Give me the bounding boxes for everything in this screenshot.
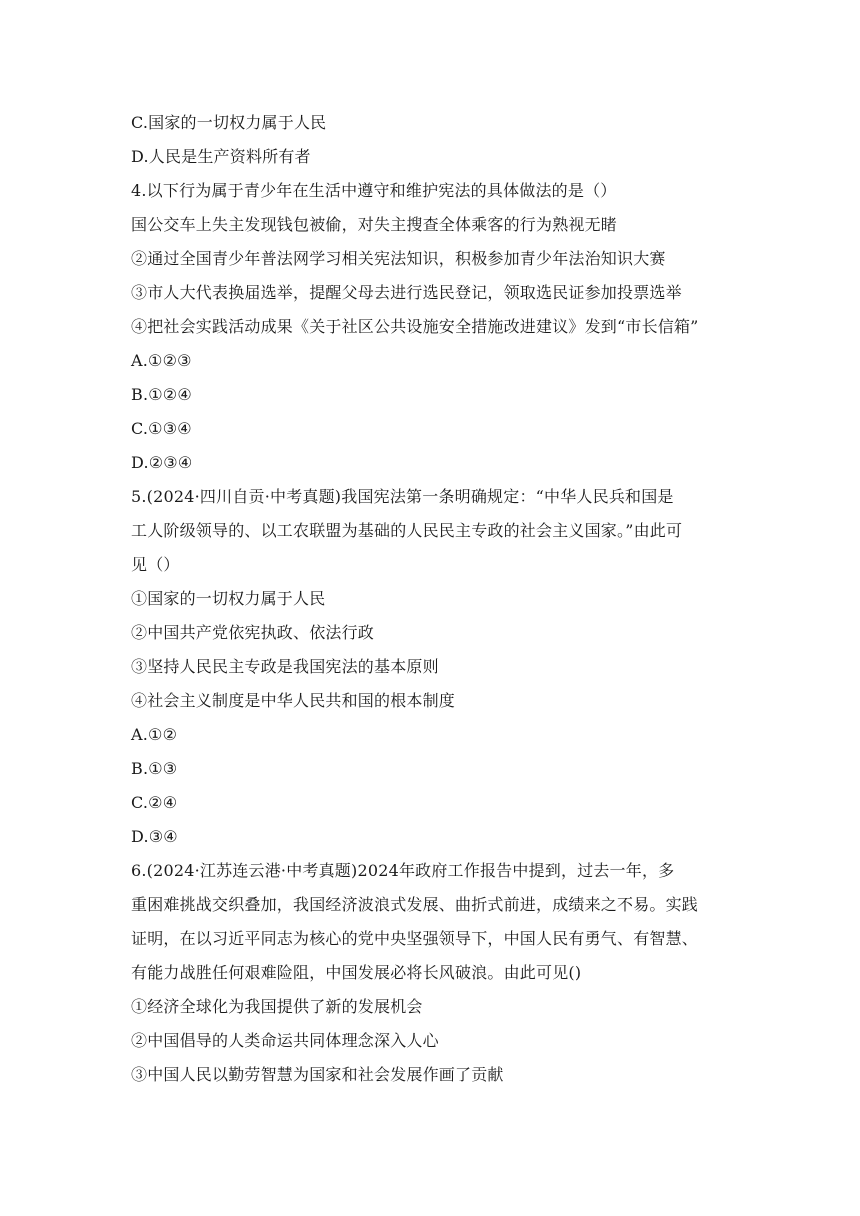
option-line: D.②③④ xyxy=(131,453,193,472)
statement-line: ③市人大代表换届选举，提醒父母去进行选民登记，领取选民证参加投票选举 xyxy=(131,283,682,302)
question-stem: 有能力战胜任何艰难险阻，中国发展必将长风破浪。由此可见() xyxy=(131,963,582,982)
statement-line: ③坚持人民民主专政是我国宪法的基本原则 xyxy=(131,657,439,676)
option-line: D.③④ xyxy=(131,827,178,846)
option-line: A.①②③ xyxy=(131,351,192,370)
option-line: D.人民是生产资料所有者 xyxy=(131,147,311,166)
statement-line: ②中国共产党依宪执政、依法行政 xyxy=(131,623,375,642)
statement-line: ②通过全国青少年普法网学习相关宪法知识，积极参加青少年法治知识大赛 xyxy=(131,249,666,268)
question-stem: 工人阶级领导的、以工农联盟为基础的人民民主专政的社会主义国家。”由此可 xyxy=(131,521,683,540)
option-line: C.①③④ xyxy=(131,419,192,438)
question-stem: 证明，在以习近平同志为核心的党中央坚强领导下，中国人民有勇气、有智慧、 xyxy=(131,929,699,948)
statement-line: ①国家的一切权力属于人民 xyxy=(131,589,326,608)
option-line: C.②④ xyxy=(131,793,178,812)
option-line: B.①③ xyxy=(131,759,178,778)
statement-line: ③中国人民以勤劳智慧为国家和社会发展作画了贡献 xyxy=(131,1065,504,1084)
statement-line: 国公交车上失主发现钱包被偷，对失主搜查全体乘客的行为熟视无睹 xyxy=(131,215,618,234)
option-line: A.①② xyxy=(131,725,178,744)
question-stem: 4.以下行为属于青少年在生活中遵守和维护宪法的具体做法的是（） xyxy=(131,181,617,200)
question-stem: 重困难挑战交织叠加，我国经济波浪式发展、曲折式前进，成绩来之不易。实践 xyxy=(131,895,699,914)
question-stem: 见（） xyxy=(131,555,180,574)
question-stem: 6.(2024·江苏连云港·中考真题)2024年政府工作报告中提到，过去一年，多 xyxy=(131,861,675,880)
statement-line: ②中国倡导的人类命运共同体理念深入人心 xyxy=(131,1031,439,1050)
option-line: C.国家的一切权力属于人民 xyxy=(131,113,327,132)
question-text xyxy=(131,106,731,1092)
question-stem: 5.(2024·四川自贡·中考真题)我国宪法第一条明确规定：“中华人民兵和国是 xyxy=(131,487,674,506)
statement-line: ①经济全球化为我国提供了新的发展机会 xyxy=(131,997,423,1016)
option-line: B.①②④ xyxy=(131,385,192,404)
statement-line: ④社会主义制度是中华人民共和国的根本制度 xyxy=(131,691,456,710)
statement-line: ④把社会实践活动成果《关于社区公共设施安全措施改进建议》发到“市长信箱” xyxy=(131,317,699,336)
